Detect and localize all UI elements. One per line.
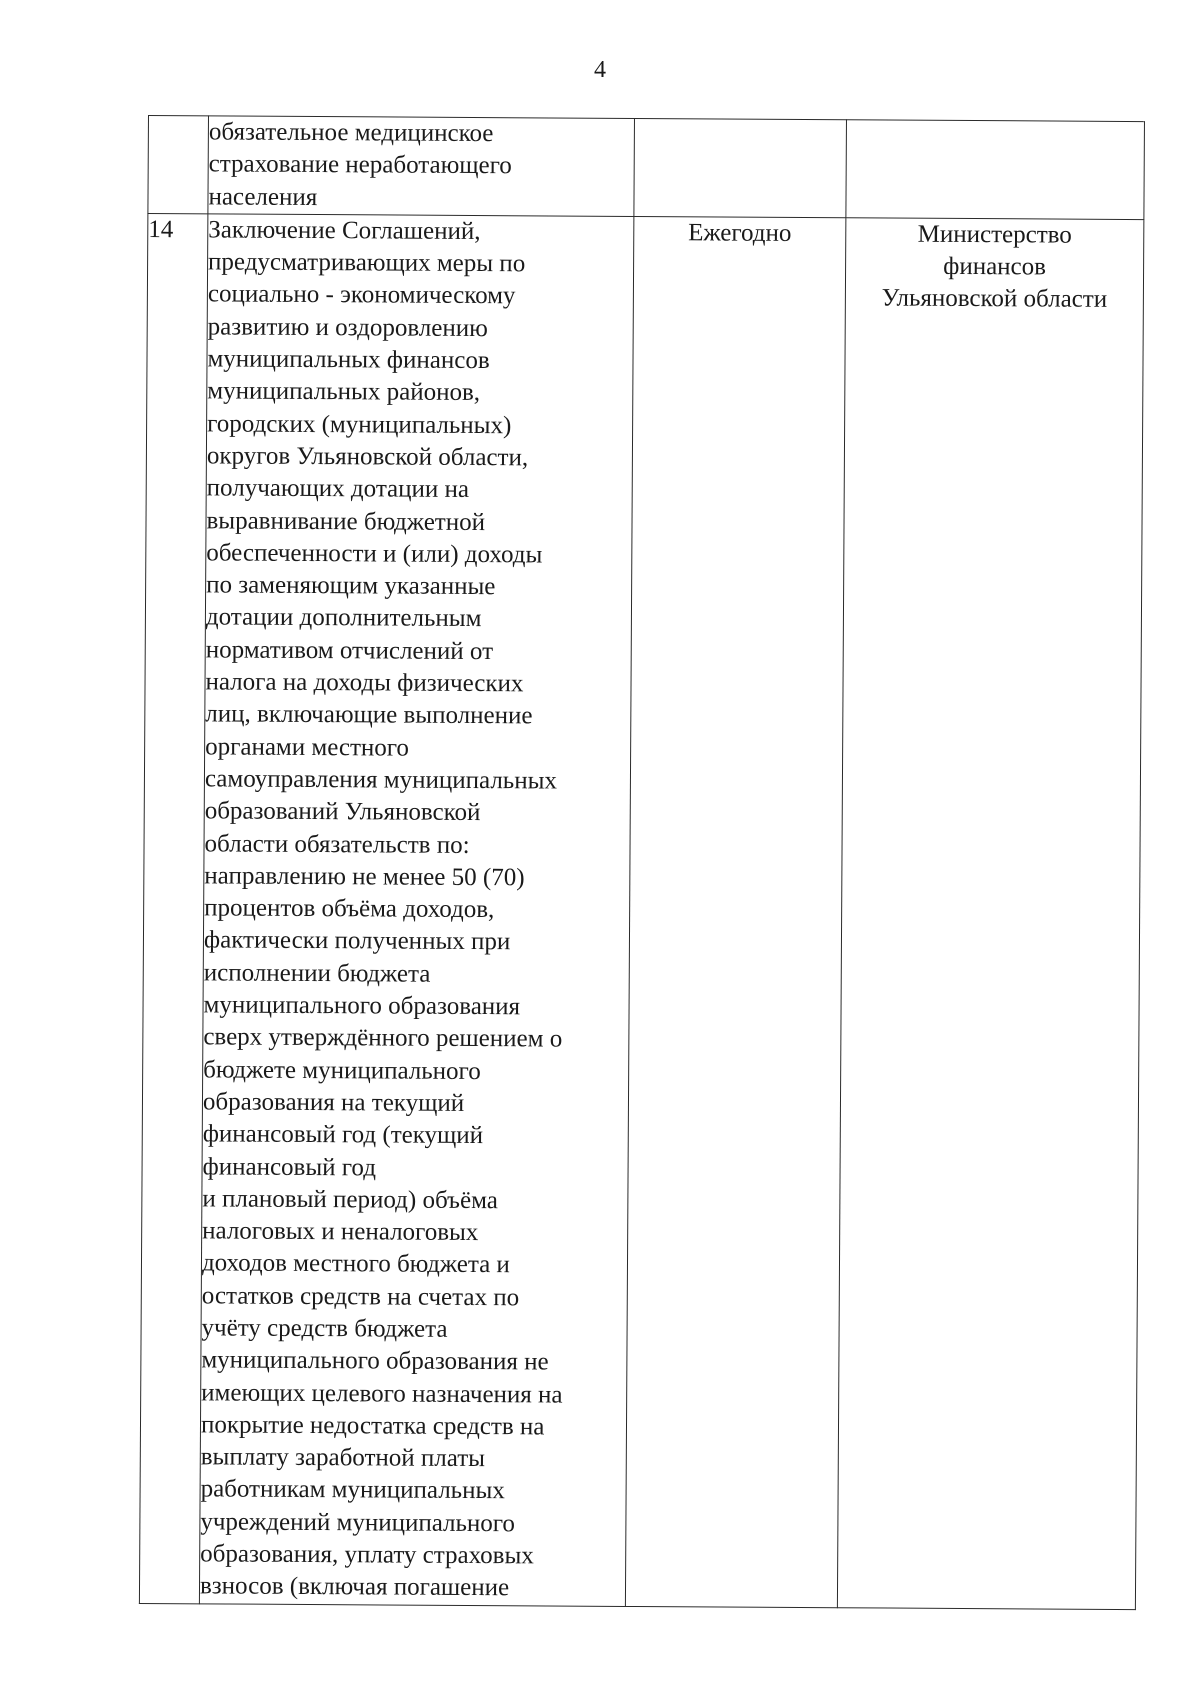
measure-text-line: фактически полученных при [203, 926, 511, 956]
measure-text-line: Заключение Соглашений, [208, 216, 481, 245]
measure-text-cell [199, 214, 633, 1606]
measure-text-line: и плановый период) объёма [202, 1185, 498, 1214]
table-row [139, 213, 1143, 1609]
responsible-cell [837, 218, 1143, 1610]
measure-text-line: муниципального образования [203, 991, 521, 1021]
measure-text-line: процентов объёма доходов, [204, 894, 495, 924]
term-cell: Ежегодно [625, 216, 845, 1607]
measure-text-line: развитию и оздоровлению [207, 313, 488, 342]
responsible-line: финансов [943, 253, 1047, 281]
measure-text-line: самоуправления муниципальных [204, 765, 558, 795]
measure-text-line: бюджете муниципального [203, 1055, 481, 1085]
measure-text-line: обязательное медицинское [208, 118, 494, 148]
measure-text-line: имеющих целевого назначения на [201, 1378, 563, 1409]
measure-text-line: муниципальных финансов [207, 345, 490, 375]
measure-text-line: покрытие недостатка средств на [200, 1411, 545, 1441]
measure-text-line: нормативом отчислений от [205, 636, 494, 665]
responsible-line: Ульяновской области [881, 284, 1108, 314]
measure-text-line: финансовый год (текущий [202, 1120, 484, 1150]
measure-text-cell [208, 116, 635, 216]
measure-text-line: городских (муниципальных) [207, 410, 512, 439]
term-cell [634, 118, 847, 217]
measure-text-line: органами местного [205, 733, 410, 762]
measures-table [139, 115, 1145, 1610]
responsible-cell [846, 120, 1145, 220]
measure-text-line: налога на доходы физических [205, 668, 524, 698]
page-number: 4 [594, 57, 606, 83]
measure-text-line: налоговых и неналоговых [202, 1217, 479, 1247]
measure-text-line: социально - экономическому [207, 280, 516, 310]
table-row [148, 116, 1145, 220]
measure-text-line: дотации дополнительным [205, 603, 482, 633]
measure-text-line: обеспеченности и (или) доходы [206, 539, 543, 569]
measure-text-line: учреждений муниципального [200, 1508, 516, 1538]
measure-text-line: образования на текущий [202, 1088, 465, 1117]
measure-text-line: выравнивание бюджетной [206, 506, 486, 536]
measure-text-line: муниципального образования не [201, 1346, 549, 1376]
measure-text-line: области обязательств по: [204, 829, 470, 859]
measure-text-line: сверх утверждённого решением о [203, 1023, 563, 1053]
row-number-cell: 14 [139, 213, 207, 1603]
measure-text-line: выплату заработной платы [200, 1443, 486, 1473]
measure-text-line: финансовый год [202, 1152, 377, 1181]
measure-text-line: по заменяющим указанные [206, 571, 496, 601]
measure-text-line: работникам муниципальных [200, 1475, 505, 1505]
measure-text-line: образования, уплату страховых [200, 1540, 534, 1570]
measure-text-line: исполнении бюджета [203, 959, 431, 988]
measure-text-line: предусматривающих меры по [208, 248, 526, 278]
responsible-line: Министерство [917, 220, 1072, 249]
measure-text-line: лиц, включающие выполнение [205, 700, 533, 730]
measure-text-line: получающих дотации на [206, 474, 470, 504]
measure-text-line: муниципальных районов, [207, 377, 481, 407]
measure-text-line: доходов местного бюджета и [201, 1249, 510, 1279]
measure-text-line: образований Ульяновской [204, 797, 481, 827]
row-number-cell [148, 116, 209, 214]
measure-text-line: взносов (включая погашение [199, 1572, 510, 1602]
measure-text-line: населения [208, 182, 318, 211]
measure-text-line: направлению не менее 50 (70) [204, 862, 525, 892]
measure-text-line: остатков средств на счетах по [201, 1282, 520, 1311]
measure-text-line: округов Ульяновской области, [206, 442, 529, 472]
measure-text-line: страхование неработающего [208, 150, 512, 180]
measure-text-line: учёту средств бюджета [201, 1314, 448, 1343]
